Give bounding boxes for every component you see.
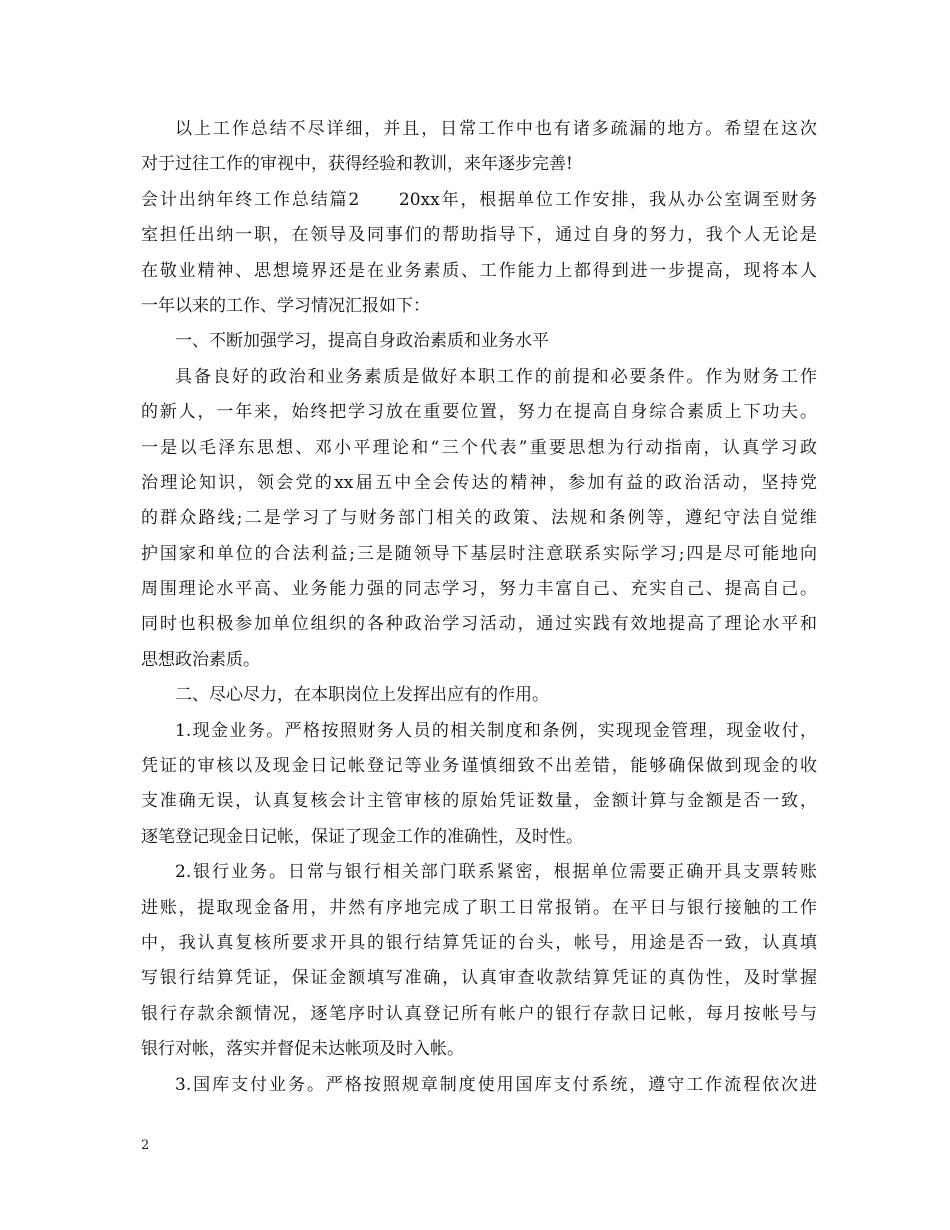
text-line-content: 支准确无误，认真复核会计主管审核的原始凭证数量，金额计算与金额是否一致， bbox=[141, 791, 817, 812]
text-line-content: 一、不断加强学习，提高自身政治素质和业务水平 bbox=[175, 331, 549, 352]
text-line bbox=[141, 961, 817, 996]
text-line bbox=[141, 147, 817, 182]
text-line-content: 凭证的审核以及现金日记帐登记等业务谨慎细致不出差错，能够确保做到现金的收 bbox=[141, 756, 817, 777]
text-line bbox=[141, 714, 817, 749]
text-line bbox=[141, 997, 817, 1032]
text-line bbox=[141, 1032, 817, 1067]
page-number: 2 bbox=[141, 1138, 150, 1153]
text-line bbox=[141, 183, 817, 218]
text-line-content: 中，我认真复核所要求开具的银行结算凭证的台头，帐号，用途是否一致，认真填 bbox=[141, 932, 817, 953]
text-line-content: 的新人，一年来，始终把学习放在重要位置，努力在提高自身综合素质上下功夫。 bbox=[141, 402, 817, 423]
text-line bbox=[141, 572, 817, 607]
text-line bbox=[141, 820, 817, 855]
text-line bbox=[141, 891, 817, 926]
text-line-content: 具备良好的政治和业务素质是做好本职工作的前提和必要条件。作为财务工作 bbox=[175, 366, 817, 387]
text-line bbox=[141, 643, 817, 678]
text-line bbox=[141, 289, 817, 324]
text-line-content: 二、尽心尽力，在本职岗位上发挥出应有的作用。 bbox=[175, 685, 549, 706]
text-line-content: 1.现金业务。严格按照财务人员的相关制度和条例，实现现金管理，现金收付， bbox=[175, 720, 817, 741]
text-line bbox=[141, 678, 817, 713]
text-line bbox=[141, 466, 817, 501]
text-line bbox=[141, 254, 817, 289]
text-line-content: 护国家和单位的合法利益;三是随领导下基层时注意联系实际学习;四是尽可能地向 bbox=[141, 543, 817, 564]
text-line-content: 对于过往工作的审视中，获得经验和教训，来年逐步完善! bbox=[141, 154, 573, 175]
text-line bbox=[141, 607, 817, 642]
text-line-content: 治理论知识，领会党的xx届五中全会传达的精神，参加有益的政治活动，坚持党 bbox=[141, 472, 817, 493]
text-line-content: 室担任出纳一职，在领导及同事们的帮助指导下，通过自身的努力，我个人无论是 bbox=[141, 225, 817, 246]
text-line bbox=[141, 537, 817, 572]
document-body bbox=[141, 112, 817, 1103]
text-line bbox=[141, 431, 817, 466]
text-line bbox=[141, 218, 817, 253]
text-line-content: 在敬业精神、思想境界还是在业务素质、工作能力上都得到进一步提高，现将本人 bbox=[141, 260, 817, 281]
text-line-content: 写银行结算凭证，保证金额填写准确，认真审查收款结算凭证的真伪性，及时掌握 bbox=[141, 968, 817, 989]
text-line bbox=[141, 324, 817, 359]
text-line-content: 银行对帐，落实并督促未达帐项及时入帐。 bbox=[141, 1039, 464, 1060]
text-line bbox=[141, 1068, 817, 1103]
text-line bbox=[141, 501, 817, 536]
text-line-content: 周围理论水平高、业务能力强的同志学习，努力丰富自己、充实自己、提高自己。 bbox=[141, 579, 817, 600]
text-line-content: 逐笔登记现金日记帐，保证了现金工作的准确性，及时性。 bbox=[141, 826, 583, 847]
text-line-content: 会计出纳年终工作总结篇2 20xx年，根据单位工作安排，我从办公室调至财务 bbox=[141, 189, 817, 210]
text-line-content: 同时也积极参加单位组织的各种政治学习活动，通过实践有效地提高了理论水平和 bbox=[141, 614, 817, 635]
text-line bbox=[141, 360, 817, 395]
text-line-content: 2.银行业务。日常与银行相关部门联系紧密，根据单位需要正确开具支票转账 bbox=[175, 862, 817, 883]
text-line bbox=[141, 395, 817, 430]
text-line-content: 银行存款余额情况，逐笔序时认真登记所有帐户的银行存款日记帐，每月按帐号与 bbox=[141, 1003, 817, 1024]
text-line bbox=[141, 112, 817, 147]
text-line-content: 以上工作总结不尽详细，并且，日常工作中也有诸多疏漏的地方。希望在这次 bbox=[175, 119, 817, 139]
text-line-content: 一年以来的工作、学习情况汇报如下： bbox=[141, 295, 430, 316]
text-line bbox=[141, 784, 817, 819]
text-line-content: 思想政治素质。 bbox=[141, 649, 260, 670]
text-line-content: 一是以毛泽东思想、邓小平理论和“三个代表”重要思想为行动指南，认真学习政 bbox=[141, 437, 817, 458]
text-line bbox=[141, 855, 817, 890]
text-line-content: 3.国库支付业务。严格按照规章制度使用国库支付系统，遵守工作流程依次进 bbox=[175, 1074, 817, 1095]
text-line bbox=[141, 749, 817, 784]
text-line bbox=[141, 926, 817, 961]
text-line-content: 的群众路线;二是学习了与财务部门相关的政策、法规和条例等，遵纪守法自觉维 bbox=[141, 508, 817, 529]
text-line-content: 进账，提取现金备用，井然有序地完成了职工日常报销。在平日与银行接触的工作 bbox=[141, 897, 817, 918]
